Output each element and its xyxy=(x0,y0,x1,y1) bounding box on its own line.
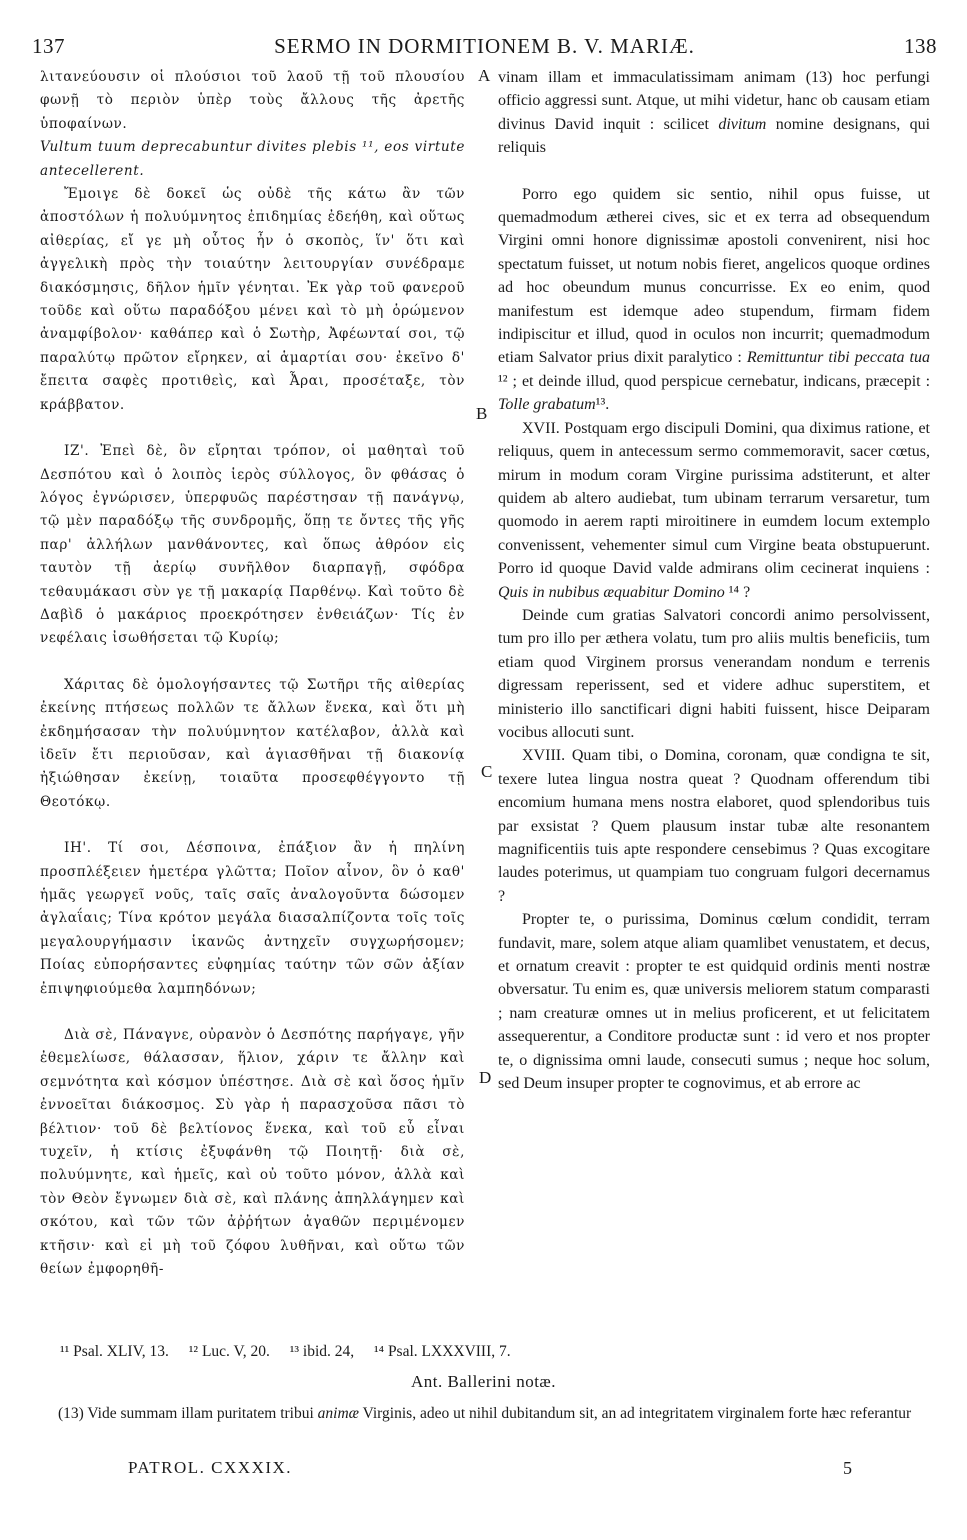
section-marker-d: D xyxy=(479,1068,492,1087)
footer-volume: PATROL. CXXXIX. xyxy=(128,1458,293,1477)
footnote-14: ¹⁴ Psal. LXXXVIII, 7. xyxy=(374,1343,511,1360)
footnote-11: ¹¹ Psal. XLIV, 13. xyxy=(60,1343,169,1360)
latin-paragraph-2: Porro ego quidem sic sentio, nihil opus fuisse, ut quemadmodum ætherei cives, sic et ex terra ad obsequendum Virgini omni honore dignissimæ apostoli convenirent, nisi hoc spectatum fuisset, ut notum nobis fieret, angelicos quoque ordines ad hoc obeundum munus concurrisse. Ex eo enim, quod manifestum est idemque adeo stupendum, firmam fidem indipiscitur et illud, quod in oculos non incurrit; quemadmodum etiam Salvator prius dixit paralytico : Remittuntur tibi peccata tua ¹² ; et deinde illud, quod perspicue cernebatur, indicans, præcepit : Tolle grabatum¹³. xyxy=(498,185,931,414)
greek-paragraph-3: ΙΖ'. Ἐπεὶ δὲ, ὃν εἴρηται τρόπον, οἱ μαθηταὶ τοῦ Δεσπότου καὶ ὁ λοιπὸς ἱερὸς σύλλογος, ὃν φθάσας ὁ λόγος ἐγνώρισεν, ὑπερφυῶς παρέστησαν τῇ πανάγνῳ, τῷ μὲν παραδόξῳ τῆς συνδρομῆς, ὅπῃ τε ὄντες τῆς γῆς παρ' ἀλλήλων μανθάνοντες, καὶ ὅπως ἀθρόον εἰς ταυτὸν τῇ ἀερίῳ συνῆλθον διαρπαγῇ, σφόδρα τεθαυμάκασι σὺν γε τῇ μακαρίᾳ Παρθένῳ. Καὶ τοῦτο δὲ Δαβὶδ ὁ μακάριος προεκρότησεν ἐνθειάζων· Τίς ἐν νεφέλαις ἰσωθήσεται τῷ Κυρίῳ; xyxy=(40,443,465,647)
footer-signature: 5 xyxy=(843,1458,852,1478)
latin-paragraph-5: XVIII. Quam tibi, o Domina, coronam, quæ condigna te sit, texere lutea lingua nostra queat ? Quodnam offerendum tibi encomium humana mens nostra elaboret, quod splendoribus tuis par exsistat ? Quem plausum instar tubæ alte resonantem magnificentiis tuis apte respondere censebimus ? Quas excogitare laudes poterimus, ut quampiam tuo congruam fulgori decernamus ? xyxy=(498,747,930,905)
greek-latin-quote: Vultum tuum deprecabuntur divites plebis ¹¹, eos virtute antecellerent. xyxy=(40,139,465,179)
page-number-left: 137 xyxy=(32,34,65,58)
greek-paragraph-6: Διὰ σὲ, Πάναγνε, οὐρανὸν ὁ Δεσπότης παρήγαγε, γῆν ἐθεμελίωσε, θάλασσαν, ἥλιον, χάριν τε ἄλλην καὶ σεμνότητα καὶ κόσμον ὑπέστησε. Διὰ σὲ καὶ ὅσος ἡμῖν ἐννοεῖται διάκοσμος. Σὺ γὰρ ἡ παρασχοῦσα πᾶσι τὸ βέλτιον· τοῦ δὲ βελτίονος ἕνεκα, καὶ τοῦ εὖ εἶναι τυχεῖν, ἡ κτίσις ἐξυφάνθη τῷ Ποιητῇ· διὰ σὲ, πολυύμνητε, καὶ ἡμεῖς, καὶ οὐ τοῦτο μόνον, ἀλλὰ καὶ τὸν Θεὸν ἔγνωμεν διὰ σὲ, καὶ πλάνης ἀπηλλάγημεν καὶ σκότου, καὶ τῶν τῶν ἀῤῥήτων ἀγαθῶν περιμένομεν κτῆσιν· καὶ εἰ μὴ τοῦ ζόφου λυθῆναι, καὶ οὕτω τῶν θείων ἐμφορηθῆ- xyxy=(40,1027,465,1278)
greek-column xyxy=(40,66,465,1282)
greek-paragraph-4: Χάριτας δὲ ὁμολογήσαντες τῷ Σωτῆρι τῆς αἰθερίας ἐκείνης πτήσεως πολλῶν τε ἄλλων ἕνεκα, καὶ ὅτι μὴ ἐκδημήσασαν τὴν πολυύμνητον κατέλαβον, ἀλλὰ καὶ ἰδεῖν ἔτι περιοῦσαν, καὶ ἁγιασθῆναι τῇ διακονίᾳ ἠξιώθησαν ἐκείνῃ, τοιαῦτα προσεφθέγγοντο τῇ Θεοτόκῳ. xyxy=(40,676,465,810)
section-marker-b: B xyxy=(476,404,488,423)
footnote-12: ¹² Luc. V, 20. xyxy=(188,1343,270,1360)
greek-paragraph-2: Ἔμοιγε δὲ δοκεῖ ὡς οὐδὲ τῆς κάτω ἂν τῶν ἀποστόλων ἡ πολυύμνητος ἐπιδημίας ἐδεήθη, καὶ οὕτως αἰθερίας, εἴ γε μὴ οὗτος ἦν ὁ σκοπὸς, ἵν' ὅτι καὶ ἀγγελικὴ πρὸς τὴν τοιαύτην λειτουργίαν συνέδραμε διακόσμησις, δῆλον ἡμῖν γένηται. Ἐκ γὰρ τοῦ φανεροῦ τοῦδε καὶ οὕτω παραδόξου μένει καὶ τὸ μὴ ὁρώμενον ἀναμφίβολον· καθάπερ καὶ ὁ Σωτὴρ, Ἀφέωνταί σοι, τῷ παραλύτῳ πρῶτον εἴρηκεν, αἱ ἁμαρτίαι σου· ἐκεῖνο δ' ἔπειτα σαφὲς προτιθεὶς, καὶ Ἆραι, προσέταξε, τὸν κράββατον. xyxy=(40,186,465,413)
running-title: SERMO IN DORMITIONEM B. V. MARIÆ. xyxy=(274,34,695,58)
latin-column xyxy=(498,66,930,1095)
page-number-right: 138 xyxy=(904,34,937,58)
footnotes xyxy=(60,1343,937,1361)
latin-paragraph-6: Propter te, o purissima, Dominus cœlum condidit, terram fundavit, mare, solem atque aliam quamlibet venustatem, et decus, et ornatum creavit : propter te est quidquid ordinis menti nostræ obversatur. Tu enim es, quæ universis meliorem statum comparasti ; nam creaturæ omnes ut in melius proficerent, et ut felicitatem assequerentur, a Conditore productæ sunt : id vero et nos propter te, o dignissima omni laude, consecuti sumus ; neque hoc solum, sed Deum insuper propter te cognovimus, et ab errore ac xyxy=(498,911,930,1093)
section-marker-a: A xyxy=(478,66,491,85)
latin-paragraph-3: XVII. Postquam ergo discipuli Domini, qua diximus ratione, et reliquus, quem in antecessum sermo commemoravit, sacer cœtus, mirum in modum coram Virgine purissima adstiterunt, et alter quidem ab altero audiebat, tum ubinam terrarum versaretur, tum quomodo in aerem rapti miroitinere in eumdem locum extemplo convenissent, vehementer simul cum Virgine beata obstupuerunt. Porro id quoque David valde admirans olim cecinerat inquiens : Quis in nubibus æquabitur Domino ¹⁴ ? xyxy=(498,419,930,601)
latin-paragraph-1: vinam illam et immaculatissimam animam (13) hoc perfungi officio aggressi sunt. Atque, ut mihi videtur, hanc ob causam etiam divinus David inquit : scilicet divitum nomine designans, qui reliquis xyxy=(498,69,931,157)
running-header xyxy=(32,34,937,64)
latin-paragraph-4: Deinde cum gratias Salvatori concordi animo persolvissent, tum pro illo per æthera volatu, tum pro aliis multis beneficiis, tum etiam quod Virginem prorsus venerandam nondum e terrenis digressam reperissent, sed et videre adhuc superstitem, et ministerio illo sanctificari digni habiti fuissent, hisce Deiparam vocibus allocuti sunt. xyxy=(498,606,930,741)
greek-paragraph-5: ΙΗ'. Τί σοι, Δέσποινα, ἐπάξιον ἂν ἡ πηλίνη προσπλέξειεν ἡμετέρα γλῶττα; Ποῖον αἶνον, ὃν ὁ καθ' ἡμᾶς γεωργεῖ νοῦς, ταῖς σαῖς ἀναλογοῦντα δώσομεν ἀγλαΐαις; Τίνα κρότον μεγάλα διασαλπίζοντα τοῖς τοῖς μεγαλουργήμασιν ἱκανῶς ἀντηχεῖν συγχωρήσομεν; Ποίας εὐπορήσαντες εὐφημίας ταύτην τῶν σῶν ἀξίαν ἐπιψηφιούμεθα λαμπηδόνων; xyxy=(40,840,465,997)
footnote-13: ¹³ ibid. 24, xyxy=(289,1343,355,1360)
editor-note-13: (13) Vide summam illam puritatem tribui animæ Virginis, adeo ut nihil dubitandum sit, an ad integritatem virginalem forte hæc referantur xyxy=(58,1405,912,1422)
greek-paragraph-1: λιτανεύουσιν οἱ πλούσιοι τοῦ λαοῦ τῇ τοῦ πλουσίου φωνῇ τὸ περιὸν ὑπὲρ τοὺς ἄλλους τῆς ἀρετῆς ὑποφαίνων. xyxy=(40,69,465,132)
notes-heading: Ant. Ballerini notæ. xyxy=(410,1372,557,1391)
section-marker-c: C xyxy=(481,762,493,781)
